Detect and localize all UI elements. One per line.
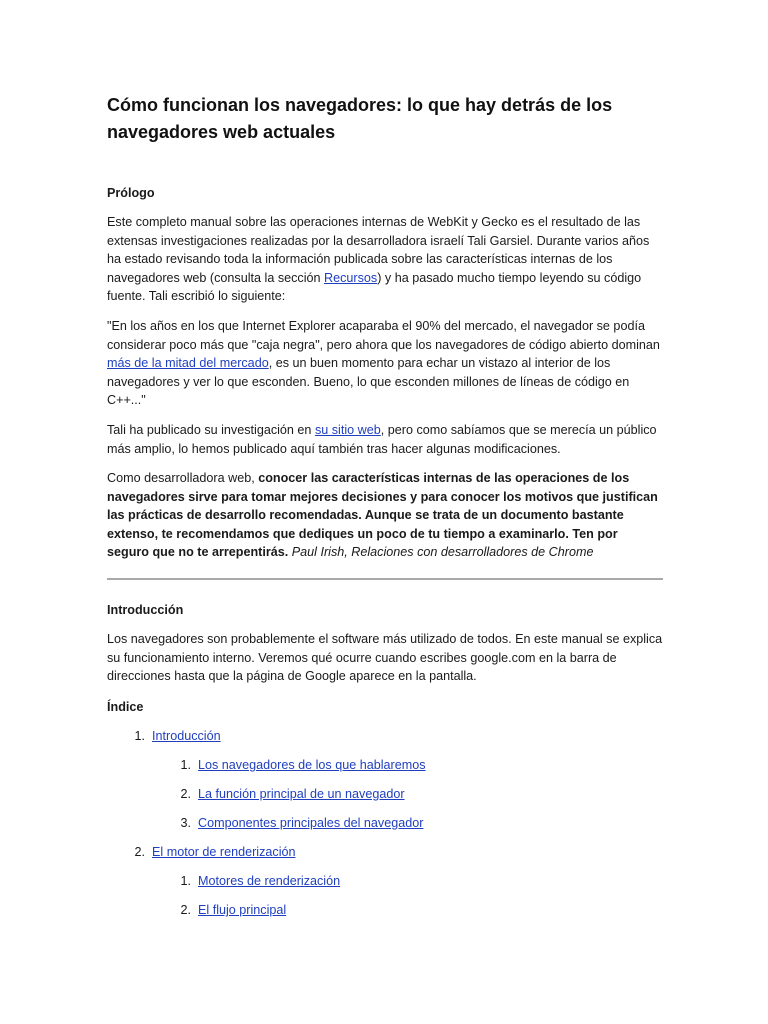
toc-number: 2. bbox=[134, 845, 145, 859]
toc-number: 1. bbox=[180, 758, 191, 772]
toc-link-rendering-engine[interactable]: El motor de renderización bbox=[152, 845, 296, 859]
page-title: Cómo funcionan los navegadores: lo que hay detrás de los navegadores web actuales bbox=[107, 95, 613, 142]
prologue-p1-text: Este completo manual sobre las operaciones internas de WebKit y Gecko es el resultado de las extensas investigaciones realizadas por la desarrolladora israelí Tali Garsiel. Durante varios años ha estado revisando toda la información publicada sobre las características internas de los navegadores web (consulta la sección bbox=[107, 215, 650, 285]
toc-number: 2. bbox=[180, 787, 191, 801]
toc-number: 1. bbox=[180, 874, 191, 888]
prologue-p2-text: "En los años en los que Internet Explorer acaparaba el 90% del mercado, el navegador se podía considerar poco más que "caja negra", pero ahora que los navegadores de código abierto dominan bbox=[107, 319, 660, 352]
prologue-p4-attribution: Paul Irish, Relaciones con desarrolladores de Chrome bbox=[288, 545, 594, 559]
prologue-paragraph-3 bbox=[107, 421, 663, 458]
toc-number: 2. bbox=[180, 903, 191, 917]
toc-link-main-function[interactable]: La función principal de un navegador bbox=[198, 787, 405, 801]
prologue-paragraph-1 bbox=[107, 213, 663, 306]
prologue-p4-bold: conocer las características internas de las operaciones de los navegadores sirve para tomar mejores decisiones y para conocer los motivos que justifican las prácticas de desarrollo recomendadas. Aunque se trata de un documento bastante extenso, te recomendamos que dediques un poco de tu tiempo a examinarlo. Ten por seguro que no te arrepentirás. bbox=[107, 471, 658, 559]
prologue-paragraph-4 bbox=[107, 469, 663, 562]
market-share-link[interactable]: más de la mitad del mercado bbox=[107, 356, 269, 370]
introduction-heading: Introducción bbox=[107, 603, 184, 617]
resources-link[interactable]: Recursos bbox=[324, 270, 378, 285]
introduction-paragraph: Los navegadores son probablemente el software más utilizado de todos. En este manual se explica su funcionamiento interno. Veremos qué ocurre cuando escribes google.com en la barra de direcciones hasta que la página de Google aparece en la pantalla. bbox=[107, 632, 663, 683]
toc-number: 3. bbox=[180, 816, 191, 830]
prologue-heading: Prólogo bbox=[107, 186, 155, 200]
toc-link-introduction[interactable]: Introducción bbox=[152, 729, 221, 743]
website-link[interactable]: su sitio web bbox=[314, 423, 381, 437]
prologue-paragraph-2 bbox=[107, 317, 663, 410]
index-heading: Índice bbox=[107, 700, 144, 714]
prologue-p3-text: Tali ha publicado su investigación en bbox=[107, 423, 315, 437]
prologue-p2-text-end: , es un buen momento para echar un vistazo al interior de los navegadores y ver lo que esconden. Bueno, lo que esconden millones de líneas de código en C++..." bbox=[107, 356, 630, 407]
toc-link-components[interactable]: Componentes principales del navegador bbox=[198, 816, 424, 830]
prologue-p4-lead: Como desarrolladora web, bbox=[107, 471, 259, 485]
toc-link-rendering-engines[interactable]: Motores de renderización bbox=[198, 874, 341, 888]
prologue-p1-text-end: ) y ha pasado mucho tiempo leyendo su código fuente. Tali escribió lo siguiente: bbox=[107, 270, 642, 303]
section-divider bbox=[107, 578, 663, 580]
toc-link-main-flow[interactable]: El flujo principal bbox=[198, 903, 287, 917]
toc-link-browsers[interactable]: Los navegadores de los que hablaremos bbox=[198, 758, 426, 772]
prologue-p3-text-end: , pero como sabíamos que se merecía un público más amplio, lo hemos publicado aquí también tras hacer algunas modificaciones. bbox=[107, 423, 657, 456]
toc-number: 1. bbox=[134, 729, 145, 743]
